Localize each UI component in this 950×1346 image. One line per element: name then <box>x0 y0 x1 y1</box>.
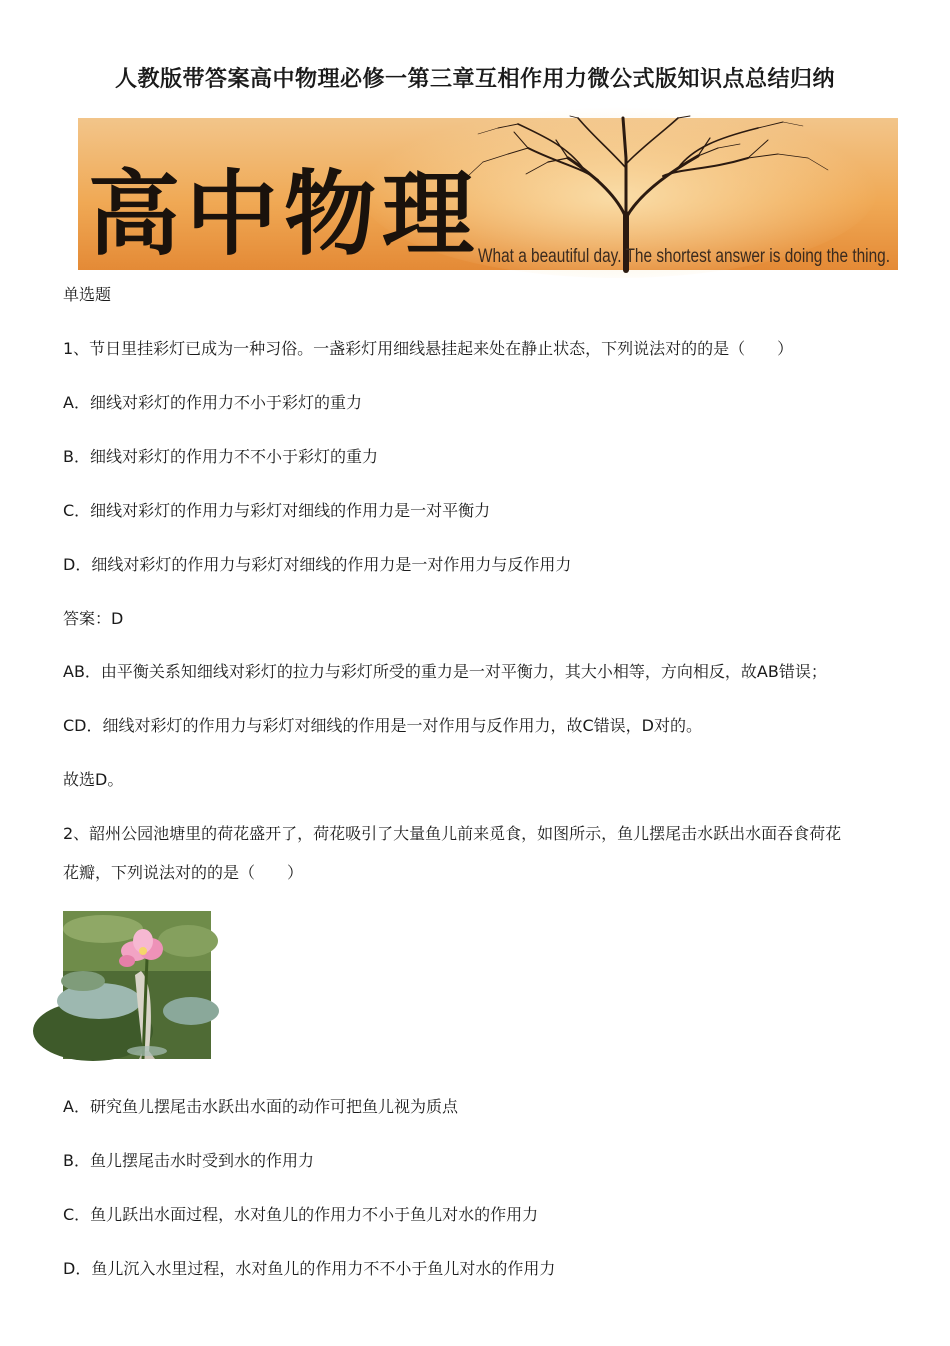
question-2-option-b: B．鱼儿摆尾击水时受到水的作用力 <box>63 1151 314 1170</box>
question-2-option-c: C．鱼儿跃出水面过程，水对鱼儿的作用力不小于鱼儿对水的作用力 <box>63 1205 539 1224</box>
lotus-fish-photo <box>63 911 211 1059</box>
question-1-stem: 1、节日里挂彩灯已成为一种习俗。一盏彩灯用细线悬挂起来处在静止状态，下列说法对的的是（ ） <box>63 339 794 358</box>
question-1-answer: 答案：D <box>63 609 124 628</box>
banner-slogan: What a beautiful day. The shortest answer is doing the thing. <box>478 246 890 267</box>
question-2-option-d: D．鱼儿沉入水里过程，水对鱼儿的作用力不不小于鱼儿对水的作用力 <box>63 1259 556 1278</box>
question-1-conclusion: 故选D。 <box>63 770 124 789</box>
document-title: 人教版带答案高中物理必修一第三章互相作用力微公式版知识点总结归纳 <box>114 67 835 92</box>
question-1-explanation-cd: CD．细线对彩灯的作用力与彩灯对细线的作用是一对作用与反作用力，故C错误，D对的。 <box>63 716 702 735</box>
question-1-option-a: A．细线对彩灯的作用力不小于彩灯的重力 <box>63 393 362 412</box>
banner-calligraphy: 高中物理 <box>88 160 481 268</box>
question-2-stem-line-1: 2、韶州公园池塘里的荷花盛开了，荷花吸引了大量鱼儿前来觅食，如图所示，鱼儿摆尾击水跃出水面吞食荷花 <box>63 824 842 843</box>
question-2-stem-line-2: 花瓣，下列说法对的的是（ ） <box>63 863 304 882</box>
question-1-option-d: D．细线对彩灯的作用力与彩灯对细线的作用力是一对作用力与反作用力 <box>63 555 572 574</box>
question-1-option-b: B．细线对彩灯的作用力不不小于彩灯的重力 <box>63 447 378 466</box>
section-heading: 单选题 <box>63 285 112 304</box>
question-1-option-c: C．细线对彩灯的作用力与彩灯对细线的作用力是一对平衡力 <box>63 501 491 520</box>
banner-image <box>78 118 898 270</box>
question-2-option-a: A．研究鱼儿摆尾击水跃出水面的动作可把鱼儿视为质点 <box>63 1097 458 1116</box>
question-1-explanation-ab: AB．由平衡关系知细线对彩灯的拉力与彩灯所受的重力是一对平衡力，其大小相等，方向相反，故AB错误； <box>63 662 827 681</box>
